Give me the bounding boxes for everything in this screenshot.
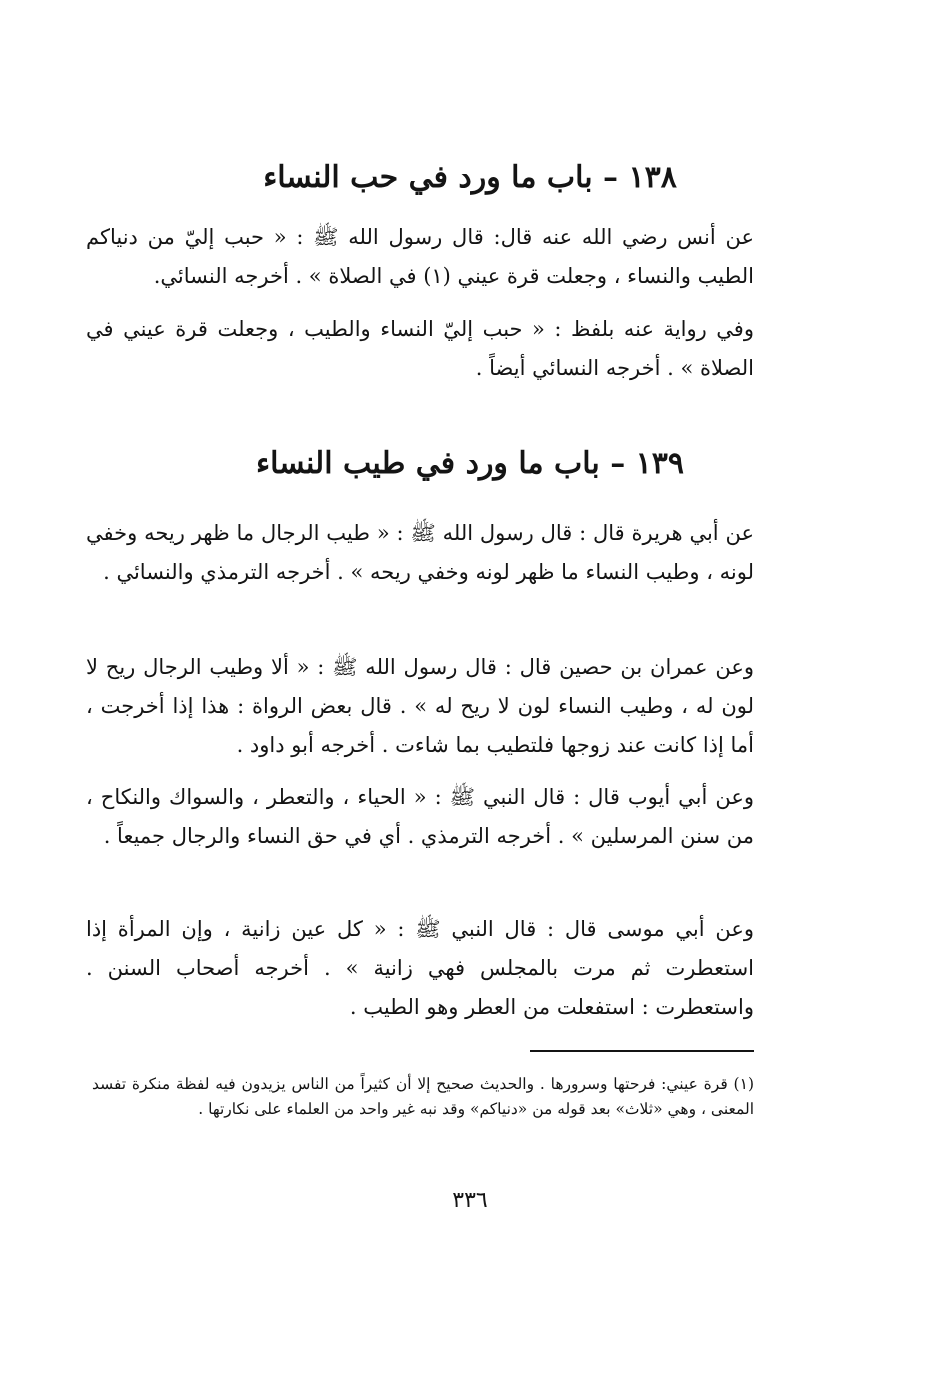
chapter-heading-138: ١٣٨ – باب ما ورد في حب النساء	[263, 160, 677, 195]
footnote-separator	[530, 1050, 754, 1052]
hadith-paragraph: وعن أبي موسى قال : قال النبي ﷺ : « كل عين زانية ، وإن المرأة إذا استعطرت ثم مرت بالمجلس فهي زانية » . أخرجه أصحاب السنن . واستعطرت : استفعلت من العطر وهو الطيب .	[86, 917, 754, 1019]
chapter-heading-139: ١٣٩ – باب ما ورد في طيب النساء	[255, 446, 684, 481]
hadith-paragraph: وعن أبي أيوب قال : قال النبي ﷺ : « الحياء ، والتعطر ، والسواك والنكاح ، من سنن المرسلين » . أخرجه الترمذي . أي في حق النساء والرجال جميعاً .	[86, 785, 754, 848]
hadith-paragraph: وعن عمران بن حصين قال : قال رسول الله ﷺ : « ألا وطيب الرجال ريح لا لون له ، وطيب النساء لون لا ريح له » . قال بعض الرواة : هذا إذا أخرجت ، أما إذا كانت عند زوجها فلتطيب بما شاءت . أخرجه أبو داود .	[86, 655, 754, 757]
hadith-paragraph: عن أنس رضي الله عنه قال: قال رسول الله ﷺ : « حبب إليّ من دنياكم الطيب والنساء ، وجعلت قرة عيني (١) في الصلاة » . أخرجه النسائي.	[86, 225, 754, 288]
hadith-paragraph: عن أبي هريرة قال : قال رسول الله ﷺ : « طيب الرجال ما ظهر ريحه وخفي لونه ، وطيب النساء ما ظهر لونه وخفي ريحه » . أخرجه الترمذي والنسائي .	[86, 521, 754, 584]
page-number: ٣٣٦	[452, 1188, 488, 1213]
footnote: (١) قرة عيني: فرحتها وسرورها . والحديث صحيح إلا أن كثيراً من الناس يزيدون فيه لفظة منكرة تفسد المعنى ، وهي «ثلاث» بعد قوله من «دنياكم» وقد نبه غير واحد من العلماء على نكارتها .	[92, 1075, 754, 1118]
hadith-paragraph: وفي رواية عنه بلفظ : « حبب إليّ النساء والطيب ، وجعلت قرة عيني في الصلاة » . أخرجه النسائي أيضاً .	[86, 317, 754, 380]
